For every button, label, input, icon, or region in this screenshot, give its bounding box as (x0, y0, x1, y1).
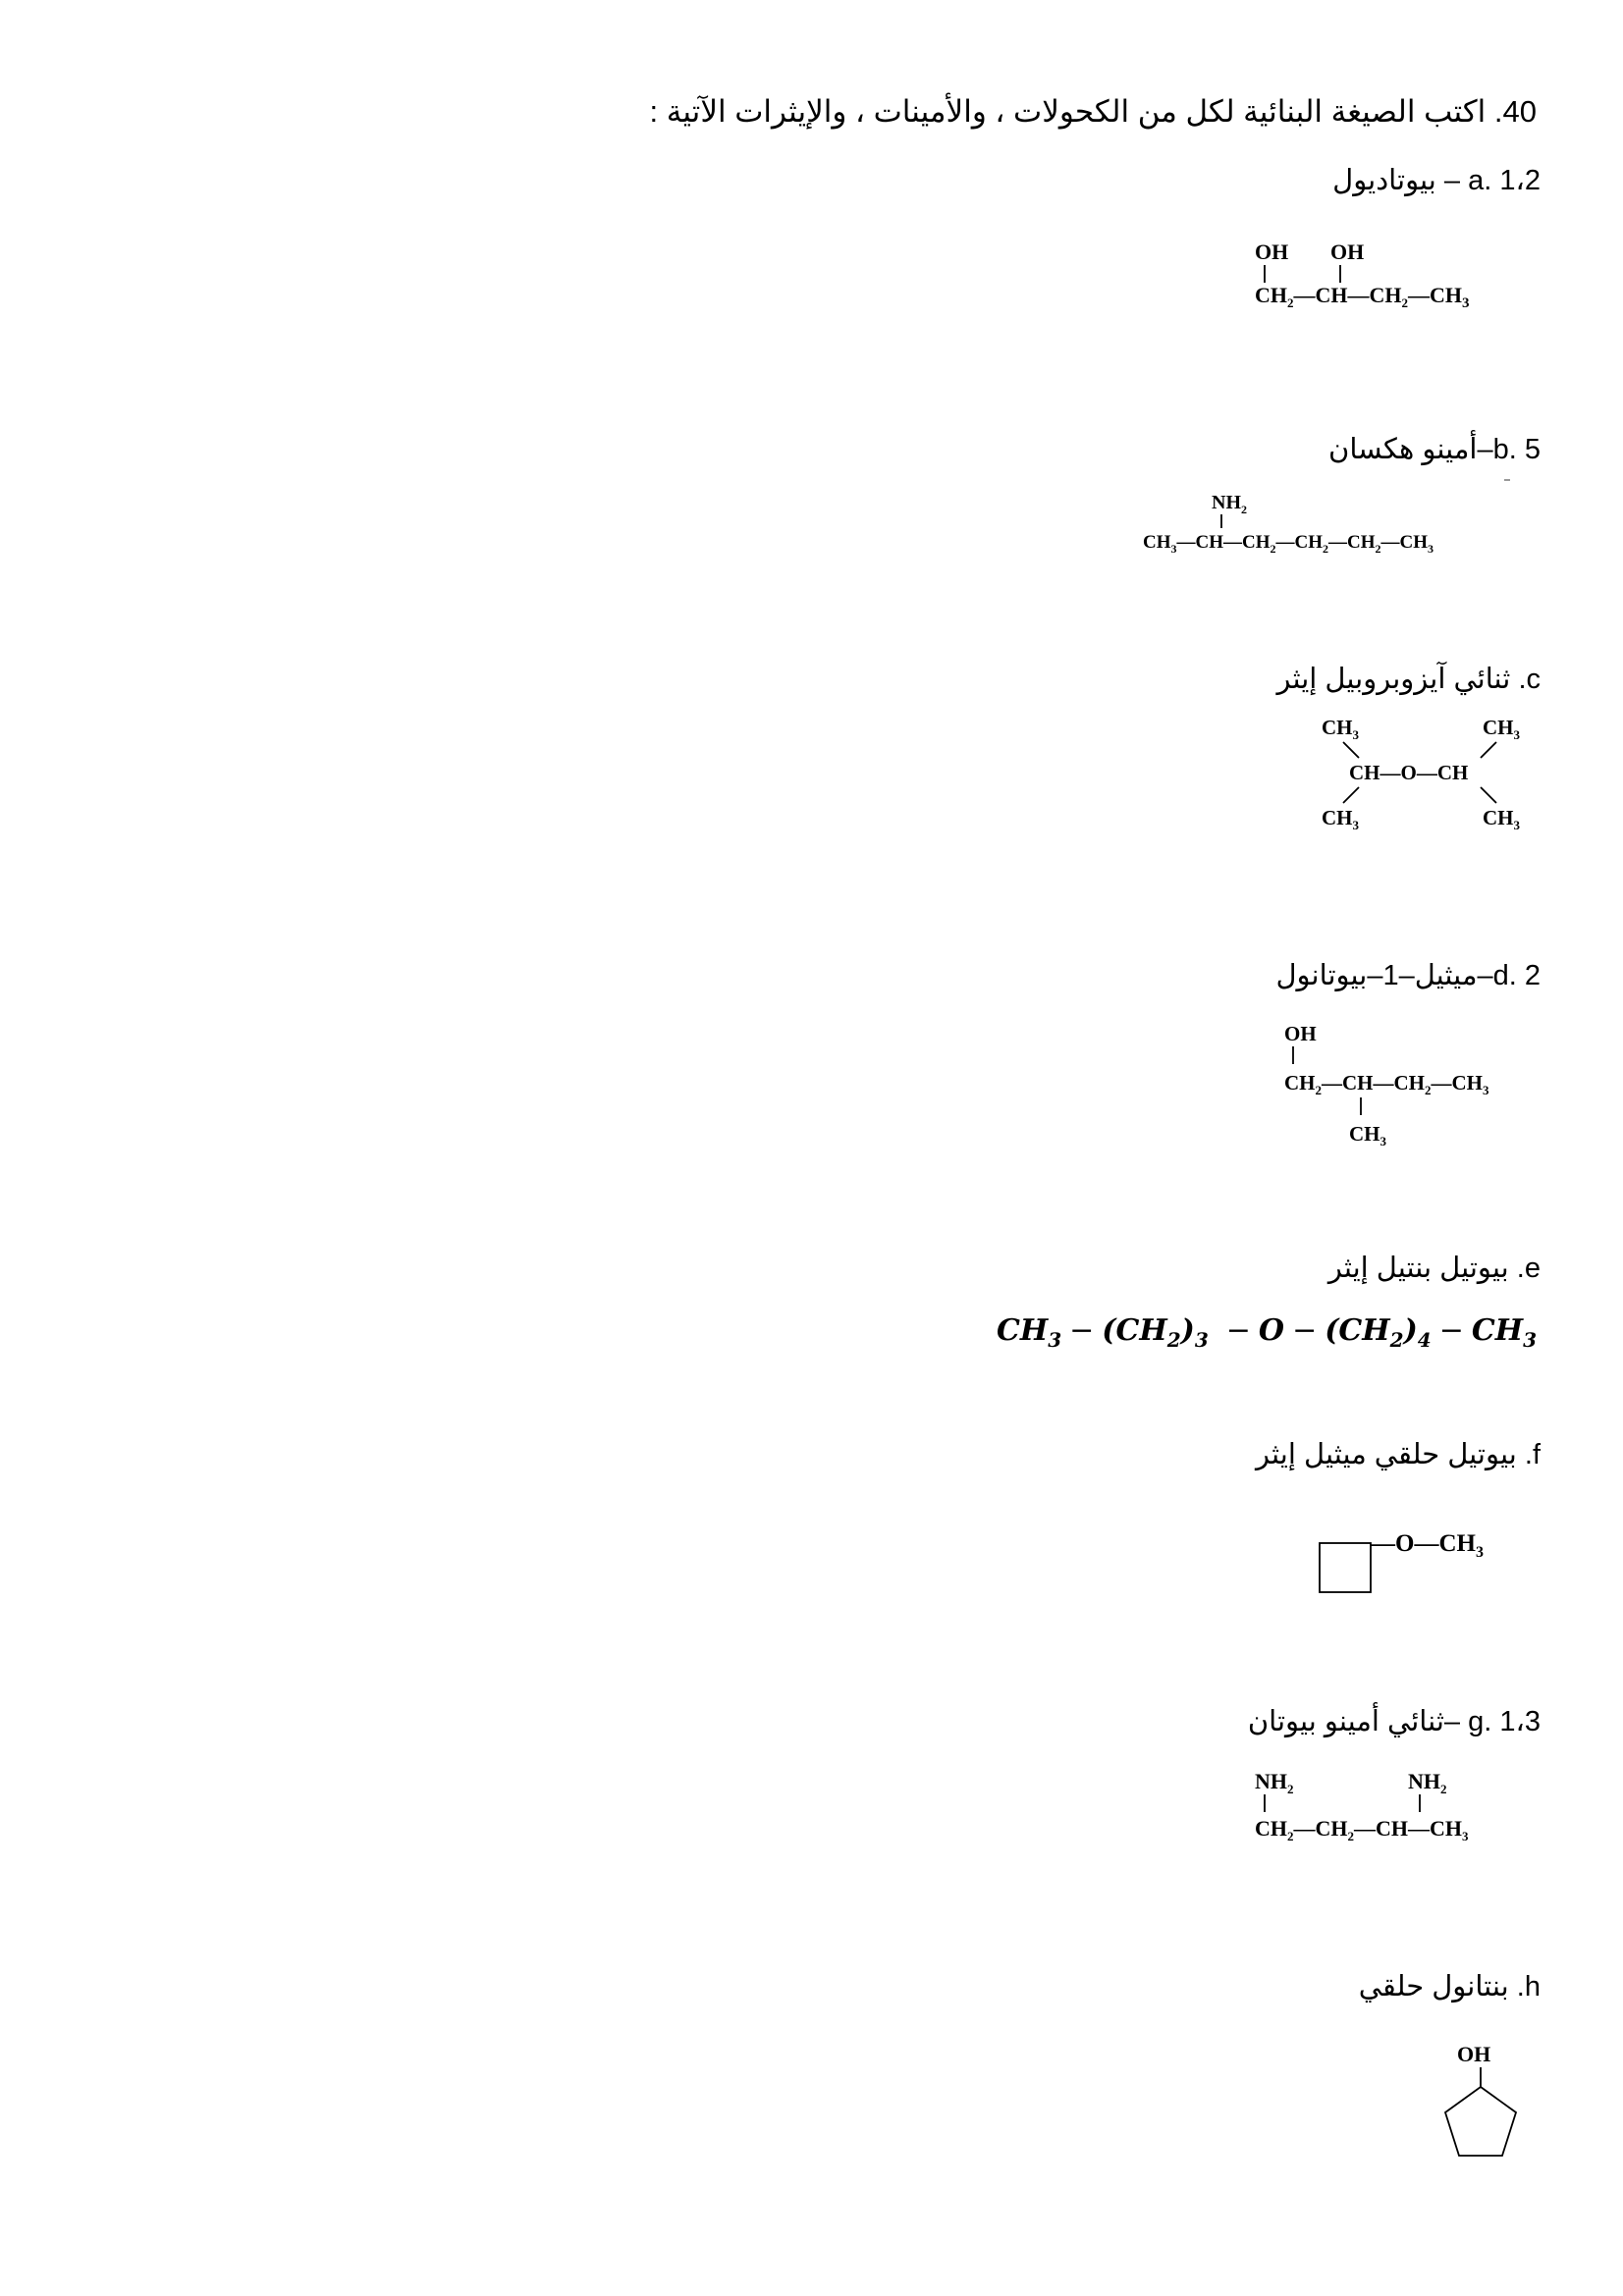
item-name: بيوتيل بنتيل إيثر (1327, 1253, 1509, 1284)
svg-text:NH2: $NH_2$ (1255, 1769, 1294, 1796)
item-letter: g. (1468, 1706, 1492, 1737)
structure-c (1310, 713, 1545, 840)
question-text: اكتب الصيغة البنائية لكل من الكحولات ، والأمينات ، والإيثرات الآتية : (649, 94, 1487, 129)
svg-text:CH—O—CH: CH—O—CH (1349, 761, 1469, 784)
svg-text:CH3: $CH_3$ (1483, 806, 1520, 832)
item-letter: f. (1524, 1439, 1541, 1470)
item-c (1276, 662, 1541, 696)
item-name: 1،3 –ثنائي أمينو بيوتان (1247, 1706, 1541, 1737)
svg-text:CH2—CH2—CH—CH3: $CH_2—CH_2—CH—CH_3$ (1255, 1816, 1469, 1843)
item-name: بنتانول حلقي (1358, 1971, 1509, 2002)
item-a (1332, 163, 1541, 197)
structure-g (1249, 1763, 1543, 1861)
item-h (1359, 1969, 1541, 2003)
svg-text:CH3: $CH_3$ (1349, 1122, 1386, 1148)
item-letter: a. (1468, 165, 1492, 196)
question-heading (113, 94, 1537, 130)
svg-text:—O—CH3: $—O—CH_3$ (1371, 1530, 1484, 1561)
item-e (1328, 1251, 1541, 1285)
svg-text:CH3: $CH_3$ (1322, 716, 1359, 742)
item-letter: e. (1516, 1253, 1541, 1284)
item-letter: b. (1492, 434, 1517, 465)
item-name: ثنائي آيزوبروبيل إيثر (1276, 664, 1511, 695)
item-name: بيوتيل حلقي ميثيل إيثر (1256, 1439, 1517, 1470)
chain-label: $CH_3—CH—CH_2—CH_2—CH_2—CH_3$ (1143, 532, 1434, 556)
svg-text:CH2—CH—CH2—CH3: $CH_2—CH—CH_2—CH_3$ (1284, 1071, 1489, 1097)
oh-label: OH (1255, 240, 1289, 264)
item-letter: c. (1518, 664, 1541, 695)
item-d (1275, 958, 1541, 992)
chain-label: $CH_2—CH—CH_2—CH_3$ (1255, 283, 1470, 311)
svg-text:CH3: $CH_3$ (1483, 716, 1520, 742)
cyclobutane-ring (1320, 1543, 1371, 1592)
structure-b (1137, 487, 1530, 565)
structure-f (1312, 1518, 1538, 1596)
structure-h (1430, 2036, 1547, 2183)
cyclopentane-ring (1445, 2087, 1516, 2156)
item-name: 2–ميثيل–1–بيوتانول (1275, 960, 1541, 991)
item-name: 5–أمينو هكسان (1328, 434, 1541, 465)
nh2-label: $NH_2$ (1212, 492, 1247, 516)
svg-text:OH: OH (1457, 2042, 1491, 2066)
structure-a (1247, 232, 1542, 320)
structure-e: $CH_3 - (CH_2)_3 - O - (CH_2)_4 - CH_3$ (996, 1313, 1537, 1352)
item-name: 1،2 – بيوتاديول (1332, 165, 1541, 196)
svg-text:OH: OH (1284, 1022, 1317, 1045)
oh-label: OH (1330, 240, 1365, 264)
item-g (1248, 1704, 1541, 1738)
svg-text:NH2: $NH_2$ (1408, 1769, 1447, 1796)
svg-text:CH3: $CH_3$ (1322, 806, 1359, 832)
item-letter: d. (1492, 960, 1517, 991)
item-b (1328, 432, 1541, 466)
item-letter: h. (1516, 1971, 1541, 2002)
structure-d (1278, 1017, 1553, 1154)
question-number: 40. (1493, 94, 1537, 129)
item-f (1256, 1437, 1541, 1471)
stray-mark (1504, 479, 1510, 481)
